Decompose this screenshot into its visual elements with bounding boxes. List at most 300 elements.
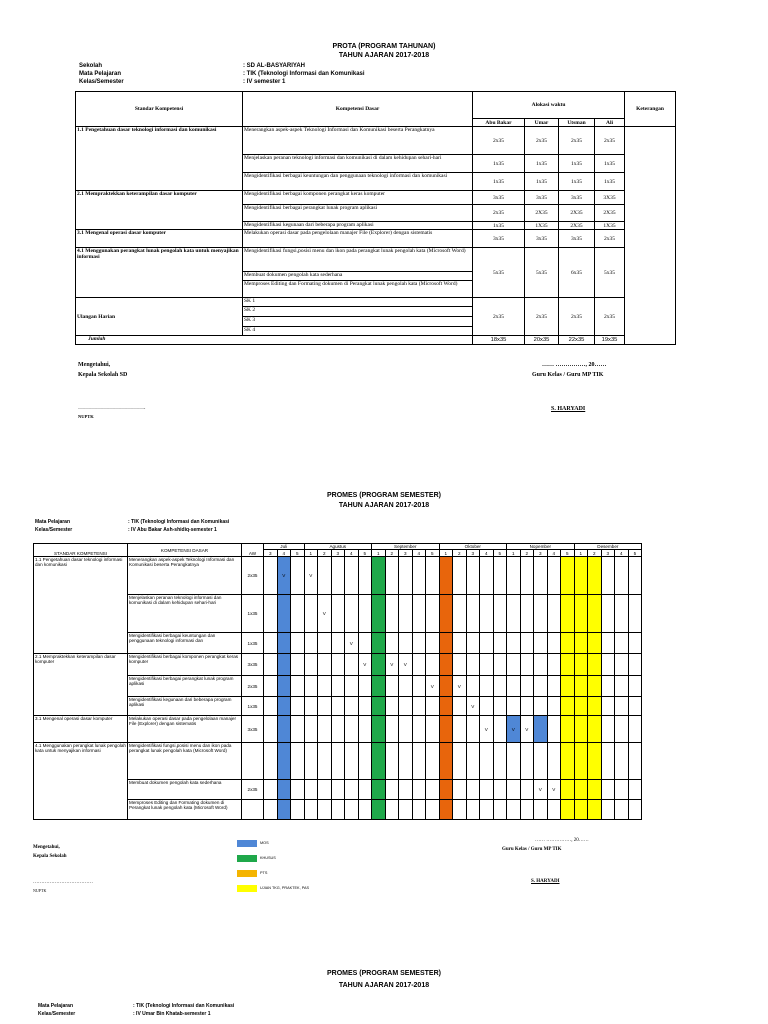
week-cell [304, 697, 318, 716]
week-cell [264, 633, 278, 654]
week-cell [426, 697, 440, 716]
value-cell: 3x35 [525, 230, 559, 248]
week-header: 3 [264, 550, 278, 557]
promes-sign-right-date: …… ……………, 20…… [535, 838, 589, 843]
promes-sign-left-2: Kepala Sekolah [33, 854, 67, 859]
week-cell-yellow [574, 800, 588, 820]
promes-sign-left-1: Mengetahui, [33, 845, 60, 850]
month-header: Oktober [439, 544, 507, 550]
week-cell [493, 676, 507, 697]
week-cell [399, 633, 413, 654]
ulangan-items [243, 298, 473, 336]
week-cell [304, 743, 318, 780]
week-cell [493, 557, 507, 595]
week-cell [304, 716, 318, 743]
week-cell [466, 557, 480, 595]
sign-left-line: ……………………………. [78, 405, 146, 411]
meta-label: Kelas/Semester [79, 79, 124, 85]
sk-cell [34, 800, 128, 820]
value-cell: 1x35 [595, 173, 625, 191]
week-cell-yellow [561, 697, 575, 716]
week-cell [318, 743, 332, 780]
header-kd: Kompetensi Dasar [243, 92, 473, 127]
week-cell [601, 676, 615, 697]
week-cell [426, 595, 440, 633]
value-cell: 3x35 [473, 230, 525, 248]
week-cell [520, 595, 534, 633]
week-cell [318, 780, 332, 800]
week-cell [601, 800, 615, 820]
week-cell [507, 676, 521, 697]
week-cell [291, 557, 305, 595]
value-cell: 1x35 [473, 155, 525, 173]
week-cell [426, 780, 440, 800]
value-cell: 5x35 [473, 248, 525, 298]
week-cell [601, 557, 615, 595]
week-cell [507, 800, 521, 820]
check-mark: V [403, 662, 407, 668]
value-cell: 2x35 [595, 127, 625, 155]
week-cell [493, 697, 507, 716]
aw-cell: 3x35 [242, 654, 264, 676]
week-cell [426, 654, 440, 676]
week-cell [291, 676, 305, 697]
week-cell [426, 716, 440, 743]
week-cell-green [372, 697, 386, 716]
week-header: 4 [480, 550, 494, 557]
week-cell [547, 780, 561, 800]
week-header: 4 [615, 550, 629, 557]
week-header: 2 [318, 550, 332, 557]
week-cell-blue [277, 780, 291, 800]
check-mark: V [511, 726, 515, 732]
kd-cell: Memproses Editing dan Formating dokumen di Perangkat lunak pengolah kata (Microsoft Word) [243, 281, 473, 298]
week-cell [358, 633, 372, 654]
week-cell [291, 800, 305, 820]
week-cell [291, 716, 305, 743]
week-cell [358, 743, 372, 780]
week-cell [331, 697, 345, 716]
week-header: 3 [534, 550, 548, 557]
promes2-title: PROMES (PROGRAM SEMESTER) [327, 970, 441, 977]
table-row [34, 697, 642, 716]
week-cell [291, 743, 305, 780]
week-cell [304, 633, 318, 654]
table-row [34, 557, 642, 595]
week-cell [466, 743, 480, 780]
week-cell [615, 743, 629, 780]
check-mark: V [525, 726, 529, 732]
week-header: 5 [493, 550, 507, 557]
check-mark: V [430, 683, 434, 689]
value-cell: 2x35 [595, 230, 625, 248]
week-cell [615, 633, 629, 654]
week-cell-yellow [588, 654, 602, 676]
week-cell [385, 595, 399, 633]
value-cell: 3x35 [473, 191, 525, 205]
week-cell-blue [277, 676, 291, 697]
week-cell-yellow [588, 800, 602, 820]
week-cell [520, 780, 534, 800]
value-cell: 1x35 [559, 173, 595, 191]
week-cell [385, 557, 399, 595]
kd-cell: Mengidentifikasi kegunaan dari beberapa program aplikasi [243, 222, 473, 230]
nuptk-label: NUPTK [78, 414, 94, 419]
sign-right-role: Guru Kelas / Guru MP TIK [532, 372, 604, 378]
kd-cell: Mengidentifikasi fungsi,posisi menu dan ikon pada perangkat lunak pengolah kata (Microsoft Word) [128, 743, 242, 780]
table-row [34, 633, 642, 654]
week-cell-blue [277, 654, 291, 676]
week-cell [331, 595, 345, 633]
week-cell [615, 654, 629, 676]
week-cell [264, 800, 278, 820]
keterangan-cell [625, 127, 676, 345]
week-cell [480, 654, 494, 676]
week-cell [399, 676, 413, 697]
week-cell [304, 595, 318, 633]
sk-cell: 2.1 Mempraktekkan keterampilan dasar komputer [34, 654, 128, 676]
week-cell-yellow [588, 780, 602, 800]
week-cell [628, 633, 642, 654]
value-cell: 5x35 [525, 248, 559, 298]
week-cell [534, 743, 548, 780]
aw-cell [242, 743, 264, 780]
month-header: September [372, 544, 440, 550]
week-cell [480, 595, 494, 633]
sk-cell [34, 697, 128, 716]
promes2-year: TAHUN AJARAN 2017-2018 [338, 982, 430, 989]
sign-right-date: …… ……………, 20…… [542, 362, 607, 368]
week-cell [345, 595, 359, 633]
week-cell-yellow [574, 676, 588, 697]
prota-year: TAHUN AJARAN 2017-2018 [338, 52, 430, 59]
week-cell [399, 654, 413, 676]
week-cell [547, 595, 561, 633]
table-row [76, 336, 676, 345]
week-cell-yellow [561, 780, 575, 800]
week-cell-blue [277, 743, 291, 780]
value-cell: 1x35 [595, 155, 625, 173]
value-cell: 5x35 [595, 248, 625, 298]
week-cell-orange [439, 557, 453, 595]
promes-sign-right-name: S. HARYADI [531, 879, 560, 884]
week-cell-yellow [574, 633, 588, 654]
week-cell [304, 800, 318, 820]
week-cell [615, 676, 629, 697]
week-cell [426, 676, 440, 697]
week-cell [628, 743, 642, 780]
week-cell [385, 800, 399, 820]
week-cell [318, 557, 332, 595]
prota-meta-values [243, 62, 365, 86]
promes-title: PROMES (PROGRAM SEMESTER) [327, 492, 441, 499]
week-cell [601, 633, 615, 654]
week-cell-blue [277, 716, 291, 743]
ulangan-item: SK 2 [243, 307, 472, 317]
sk-cell [34, 780, 128, 800]
week-cell-yellow [588, 716, 602, 743]
week-cell [601, 780, 615, 800]
week-cell [304, 557, 318, 595]
week-cell [466, 654, 480, 676]
week-cell [345, 800, 359, 820]
week-cell [601, 743, 615, 780]
value-cell: 1X35 [525, 222, 559, 230]
week-cell [534, 595, 548, 633]
week-cell [534, 800, 548, 820]
week-cell [426, 557, 440, 595]
week-cell [331, 743, 345, 780]
week-cell [480, 800, 494, 820]
week-cell [507, 654, 521, 676]
value-cell: 20x35 [525, 336, 559, 345]
sk-cell [34, 595, 128, 633]
check-mark: V [538, 787, 542, 793]
week-cell [291, 595, 305, 633]
week-cell [264, 716, 278, 743]
promes2-meta-labels [38, 1002, 75, 1018]
week-cell [426, 633, 440, 654]
week-cell-orange [439, 676, 453, 697]
week-cell [412, 595, 426, 633]
value-cell: 2x35 [525, 298, 559, 336]
week-header: 4 [277, 550, 291, 557]
week-cell [480, 676, 494, 697]
week-cell [453, 800, 467, 820]
promes-meta-labels [35, 518, 72, 534]
week-cell [615, 557, 629, 595]
week-cell [412, 716, 426, 743]
week-cell [466, 716, 480, 743]
week-cell [291, 633, 305, 654]
week-cell-blue [277, 633, 291, 654]
value-cell: 1x35 [525, 173, 559, 191]
check-mark: V [363, 662, 367, 668]
legend-label: UJIAN TKG, PRAKTEK, PAS [260, 886, 310, 890]
week-header: 5 [426, 550, 440, 557]
week-header: 2 [453, 550, 467, 557]
week-cell-green [372, 800, 386, 820]
week-cell [453, 697, 467, 716]
week-header: 1 [574, 550, 588, 557]
legend-label: KHUSUS [260, 856, 276, 860]
week-header: 3 [331, 550, 345, 557]
meta-value: : IV Umar Bin Khatab-semester 1 [133, 1011, 211, 1017]
week-cell-yellow [561, 676, 575, 697]
value-cell: 18x35 [473, 336, 525, 345]
week-cell [507, 780, 521, 800]
week-cell [628, 676, 642, 697]
week-cell-orange [439, 716, 453, 743]
week-cell [345, 654, 359, 676]
week-header: 5 [291, 550, 305, 557]
header-sk: STANDAR KOMPETENSI [34, 544, 128, 557]
sk-cell [34, 633, 128, 654]
week-cell [628, 716, 642, 743]
week-cell-orange [439, 800, 453, 820]
sk-cell: 3.1 Mengenal operasi dasar komputer [76, 230, 243, 248]
header-alokasi: Alokasi waktu [473, 92, 625, 119]
sk-cell: 4.1 Menggunakan perangkat lunak pengolah kata untuk menyajikan informasi [34, 743, 128, 780]
week-cell [399, 800, 413, 820]
week-cell [453, 595, 467, 633]
value-cell: 2x35 [525, 127, 559, 155]
week-cell [385, 633, 399, 654]
week-cell [331, 780, 345, 800]
aw-cell: 3x35 [242, 716, 264, 743]
check-mark: V [322, 611, 326, 617]
week-header: 3 [466, 550, 480, 557]
jumlah-label: Jumlah [76, 336, 473, 345]
week-cell [412, 557, 426, 595]
legend-swatch [237, 885, 257, 892]
ulangan-item: SK 3 [243, 317, 472, 327]
week-cell [385, 743, 399, 780]
header-col: Umar [525, 119, 559, 127]
week-cell [453, 780, 467, 800]
meta-value: : SD AL-BASYARIYAH [243, 63, 306, 69]
week-cell-yellow [588, 697, 602, 716]
week-cell [304, 780, 318, 800]
week-cell-yellow [561, 716, 575, 743]
week-cell [534, 633, 548, 654]
week-cell [520, 800, 534, 820]
promes-nuptk: NUPTK [33, 888, 47, 893]
week-cell [412, 676, 426, 697]
week-cell [453, 557, 467, 595]
week-header: 4 [345, 550, 359, 557]
week-cell [412, 743, 426, 780]
week-cell [547, 557, 561, 595]
value-cell: 1x35 [559, 155, 595, 173]
month-header: Desember [574, 544, 642, 550]
check-mark: V [309, 573, 313, 579]
week-cell [534, 557, 548, 595]
prota-table [75, 91, 676, 345]
week-cell [358, 595, 372, 633]
week-cell [358, 697, 372, 716]
week-cell [534, 780, 548, 800]
kd-cell: Mengidentifikasi berbagai keuntungan dan penggunaan teknologi informasi dan [128, 633, 242, 654]
value-cell: 3x35 [559, 191, 595, 205]
month-header: Agustus [304, 544, 372, 550]
week-cell [520, 743, 534, 780]
week-cell [466, 780, 480, 800]
aw-cell: 1x35 [242, 633, 264, 654]
week-cell [628, 595, 642, 633]
value-cell: 1X35 [595, 222, 625, 230]
kd-cell: Mengidentifikasi berbagai perangkat lunak program aplikasi [128, 676, 242, 697]
week-cell [318, 595, 332, 633]
value-cell: 22x35 [559, 336, 595, 345]
week-cell [466, 595, 480, 633]
week-cell [385, 716, 399, 743]
week-cell-yellow [574, 780, 588, 800]
week-cell [318, 654, 332, 676]
meta-label: Kelas/Semester [38, 1011, 76, 1017]
week-cell [547, 654, 561, 676]
header-col: Utsman [559, 119, 595, 127]
table-row [76, 248, 676, 272]
week-cell [264, 654, 278, 676]
week-cell-yellow [574, 743, 588, 780]
week-cell [399, 780, 413, 800]
sign-left-1: Mengetahui, [78, 362, 111, 368]
week-cell-yellow [588, 595, 602, 633]
value-cell: 1x35 [473, 173, 525, 191]
week-cell [615, 716, 629, 743]
month-header: Juli [264, 544, 305, 550]
value-cell: 2x35 [473, 127, 525, 155]
week-cell [534, 654, 548, 676]
week-cell-orange [439, 697, 453, 716]
meta-value: : IV Abu Bakar Ash-shidiq-semester 1 [128, 527, 217, 533]
week-cell [331, 557, 345, 595]
week-cell [507, 557, 521, 595]
week-cell [601, 716, 615, 743]
promes-table [33, 543, 642, 820]
week-cell-orange [439, 743, 453, 780]
week-cell [318, 676, 332, 697]
week-cell [385, 697, 399, 716]
week-cell [628, 654, 642, 676]
week-cell [507, 697, 521, 716]
week-cell [318, 697, 332, 716]
week-cell-yellow [574, 654, 588, 676]
header-kd: KOMPETENSI DASAR [128, 544, 242, 557]
week-cell-orange [439, 595, 453, 633]
ulangan-item: SK 4 [244, 327, 256, 333]
week-cell [547, 676, 561, 697]
aw-cell: 1x35 [242, 697, 264, 716]
week-cell [493, 595, 507, 633]
week-cell [453, 654, 467, 676]
check-mark: V [349, 640, 353, 646]
week-cell-orange [439, 780, 453, 800]
kd-cell: Mengidentifikasi fungsi,posisi menu dan ikon pada perangkat lunak pengolah kata (Microsoft Word) [243, 248, 473, 272]
prota-meta-labels [79, 62, 124, 86]
week-cell [399, 716, 413, 743]
kd-cell: Mengidentifikasi kegunaan dari beberapa program aplikasi [128, 697, 242, 716]
sk-cell [34, 676, 128, 697]
week-cell [412, 800, 426, 820]
week-cell-orange [439, 654, 453, 676]
check-mark: V [552, 787, 556, 793]
week-cell-green [372, 557, 386, 595]
week-cell-blue [277, 800, 291, 820]
meta-label: Mata Pelajaran [79, 71, 122, 77]
table-row [34, 780, 642, 800]
meta-value: : IV semester 1 [243, 79, 286, 85]
week-cell [615, 800, 629, 820]
meta-value: : TIK (Teknologi Informasi dan Komunikasi [128, 519, 230, 525]
week-cell-yellow [588, 557, 602, 595]
header-aw: AW [242, 544, 264, 557]
week-cell [426, 800, 440, 820]
legend-swatch [237, 870, 257, 877]
aw-cell: 2x35 [242, 676, 264, 697]
week-header: 3 [399, 550, 413, 557]
week-cell [304, 676, 318, 697]
prota-title: PROTA (PROGRAM TAHUNAN) [332, 43, 436, 50]
week-cell [466, 633, 480, 654]
legend-swatch [237, 855, 257, 862]
week-cell [520, 676, 534, 697]
value-cell: 2x35 [559, 298, 595, 336]
week-cell [345, 780, 359, 800]
sk-cell: 1.1 Pengetahuan dasar teknologi informasi dan komunikasi [34, 557, 128, 595]
week-cell [453, 676, 467, 697]
